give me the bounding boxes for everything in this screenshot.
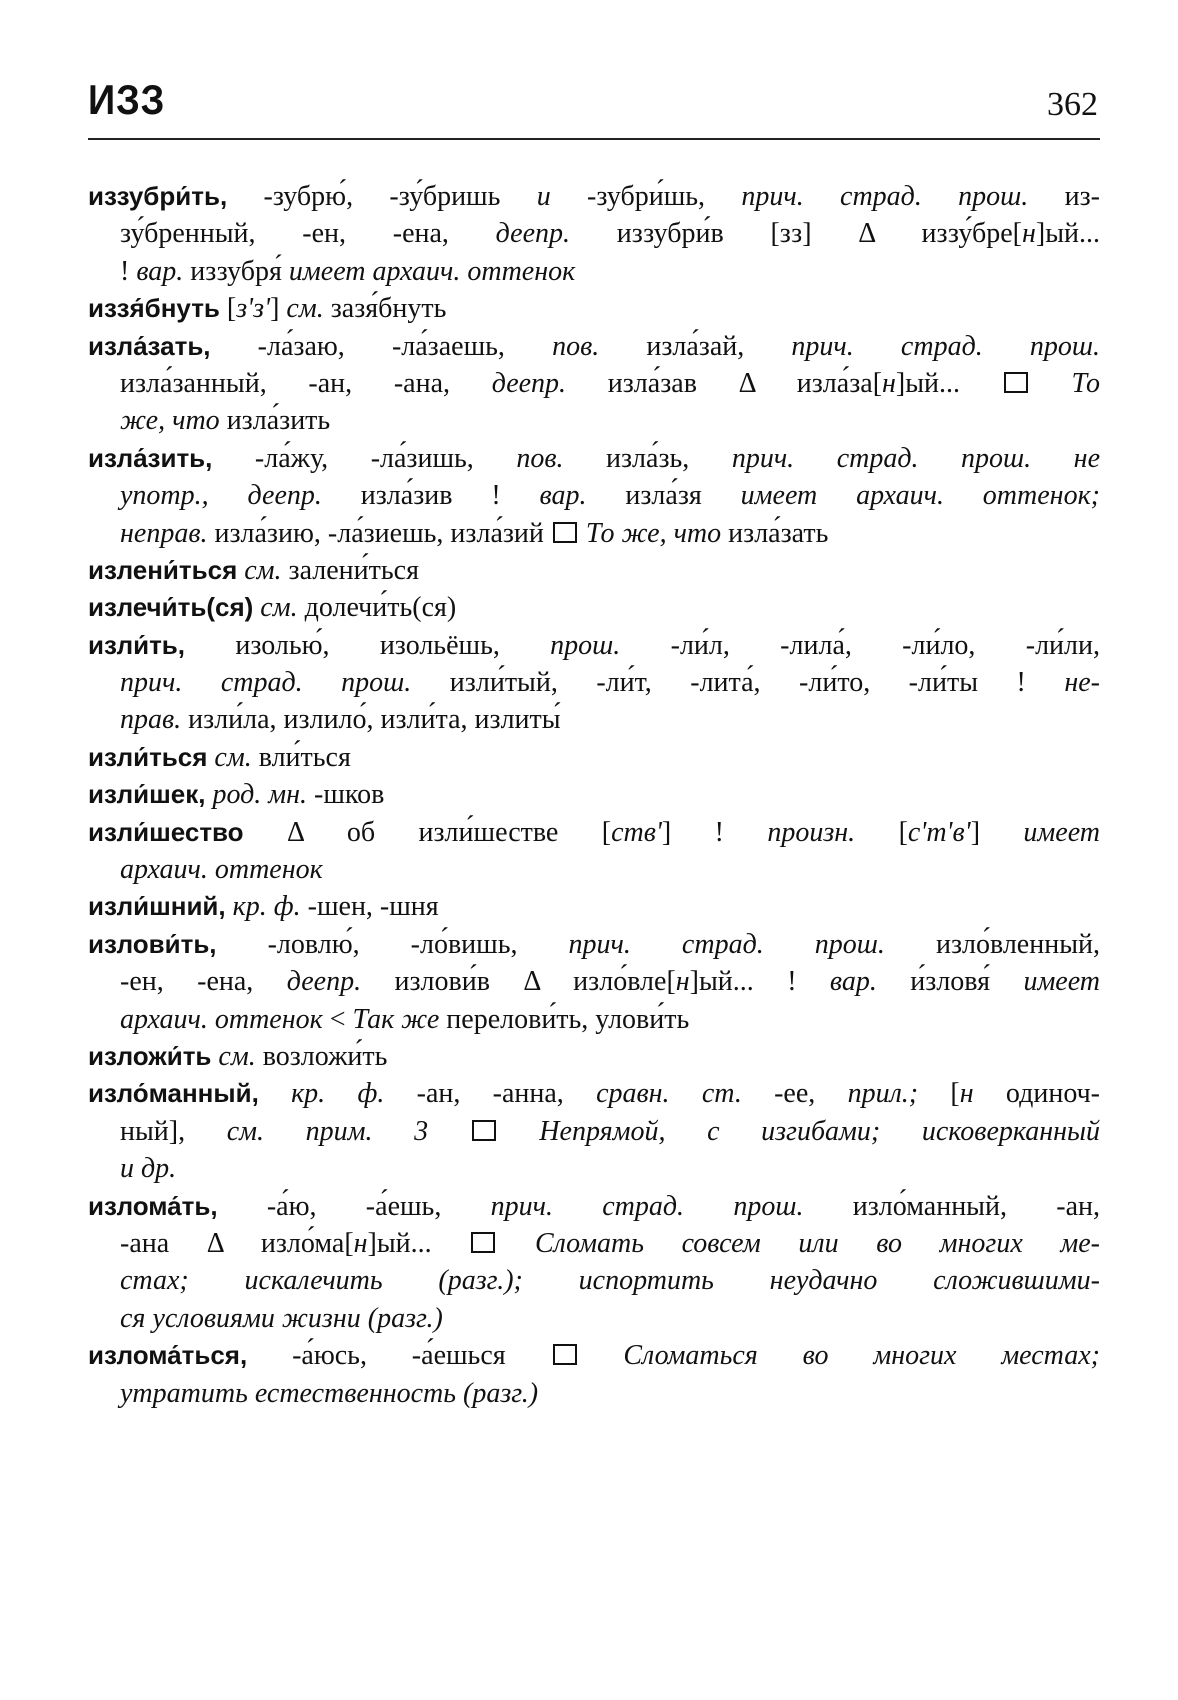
running-head: ИЗЗ [88, 76, 166, 123]
entry-line [88, 477, 1100, 514]
grammar-note: н [882, 367, 896, 399]
entry-text: -шен, -шня [300, 891, 439, 923]
entry-line [88, 440, 1100, 477]
entry-text: -ен, -ена, [120, 966, 287, 998]
headword: иззубри́ть, [88, 181, 228, 211]
entry-text: иззубри́в [зз] Δ иззу́бре[ [570, 218, 1022, 250]
grammar-note: сравн. ст. [596, 1078, 742, 1110]
grammar-note: прил.; [847, 1078, 919, 1110]
grammar-note: Так же [352, 1003, 440, 1035]
grammar-note: деепр. [495, 218, 571, 250]
grammar-note: и др. [120, 1153, 177, 1185]
entry-text: изла́зию, -ла́зиешь, изла́зий [207, 517, 551, 549]
grammar-note: см. [244, 554, 282, 586]
grammar-note: см. [214, 741, 252, 773]
grammar-note: прич. страд. прош. не [731, 442, 1101, 474]
grammar-note: прав. [120, 704, 182, 736]
entry-text: возложи́ть [255, 1040, 388, 1072]
entry-text: ]ый... [895, 367, 1002, 399]
entry-text: изла́зав Δ изла́за[ [566, 367, 883, 399]
header-rule [88, 138, 1100, 140]
grammar-note: имеет архаич. оттенок; [740, 480, 1100, 512]
definition-square-icon [1004, 372, 1028, 393]
entry-text: < [322, 1003, 353, 1035]
headword: излени́ться [88, 554, 238, 585]
definition-square-icon [553, 522, 577, 543]
entry-line [88, 664, 1100, 701]
entry-text: изла́зать [721, 517, 829, 549]
entry-line [88, 851, 1100, 888]
grammar-note: вар. [136, 255, 184, 287]
entry-line [88, 1375, 1100, 1412]
entry-text: -шков [307, 779, 385, 811]
definition-square-icon [553, 1344, 577, 1365]
dictionary-entry [88, 814, 1100, 889]
grammar-note: с'т'в' [907, 816, 971, 848]
grammar-note: см. [286, 293, 324, 325]
entry-text: излови́в Δ изло́вле[ [361, 966, 676, 998]
grammar-note: кр. ф. [232, 891, 301, 923]
entry-line [88, 1225, 1100, 1262]
entry-text: ]ый... ! [689, 966, 830, 998]
grammar-note: н [675, 966, 690, 998]
grammar-note: То же, что [578, 517, 722, 549]
entry-text: изли́ла, излило́, изли́та, излиты́ [181, 704, 561, 736]
dictionary-entry [88, 178, 1100, 290]
grammar-note: Непрямой, с изгибами; исковерканный [497, 1115, 1101, 1147]
dictionary-entry [88, 627, 1100, 739]
grammar-note: и [536, 181, 551, 212]
entry-line [88, 1300, 1100, 1337]
entry-text: иззубря́ [183, 255, 289, 287]
grammar-note: Сломаться во многих местах; [578, 1340, 1100, 1372]
grammar-note: имеет [1023, 966, 1101, 998]
dictionary-entry [88, 1075, 1100, 1187]
entry-text: зу́бренный, -ен, -ена, [120, 218, 496, 250]
grammar-note: пов. [552, 330, 600, 362]
entry-text: долечи́ть(ся) [297, 592, 457, 624]
entry-text: изла́зь, [563, 442, 732, 474]
entry-text: из- [1028, 181, 1100, 212]
grammar-note: см. [260, 592, 298, 624]
grammar-note: употр., деепр. [120, 480, 322, 512]
grammar-note: деепр. [286, 966, 362, 998]
entry-line [88, 701, 1100, 738]
dictionary-entry [88, 552, 1100, 589]
dictionary-entry [88, 776, 1100, 813]
headword: изли́шество [88, 816, 244, 847]
entry-text: -а́юсь, -а́ешься [247, 1340, 551, 1372]
grammar-note: ств' [611, 816, 662, 848]
grammar-note: имеет [1023, 816, 1100, 848]
definition-square-icon [471, 1232, 495, 1253]
entry-text: -а́ю, -а́ешь, [217, 1190, 491, 1222]
entry-text: ] [970, 816, 1024, 848]
dictionary-entry [88, 290, 1100, 327]
grammar-note: кр. ф. [291, 1078, 385, 1110]
entry-line [88, 627, 1100, 664]
grammar-note: неправ. [120, 517, 208, 549]
grammar-note: прош. [550, 629, 621, 661]
entry-line [88, 1262, 1100, 1299]
entry-text: залени́ться [281, 554, 419, 586]
entry-line [88, 1001, 1100, 1038]
entry-line [88, 814, 1100, 851]
entry-text: изла́зай, [599, 330, 792, 362]
dictionary-entry [88, 440, 1100, 552]
entry-line [88, 1113, 1100, 1150]
grammar-note: прич. страд. прош. [741, 181, 1029, 212]
entry-text: зазя́бнуть [323, 293, 447, 325]
headword: изложи́ть [88, 1040, 212, 1071]
entry-text: -зубрю́, -зу́бришь [227, 181, 537, 212]
page-header [88, 76, 1098, 138]
entry-line [88, 328, 1100, 365]
headword: изла́зить, [88, 442, 213, 473]
dictionary-entry [88, 589, 1100, 626]
grammar-note: пов. [516, 442, 564, 474]
grammar-note: прич. страд. прош. [568, 928, 885, 960]
entry-text: -ла́жу, -ла́зишь, [212, 442, 517, 474]
entry-text: [ [219, 293, 237, 325]
grammar-note: архаич. оттенок [120, 854, 323, 886]
entry-text: -зубри́шь, [550, 181, 742, 212]
entry-text: ! [120, 255, 137, 287]
grammar-note: стах; искалечить (разг.); испортить неудачно сложившими- [120, 1265, 1100, 1297]
entry-line [88, 776, 1100, 813]
grammar-note: Сломать совсем или во многих ме- [497, 1227, 1100, 1259]
headword: излечи́ть(ся) [88, 592, 254, 623]
headword: иззя́бнуть [88, 293, 220, 324]
entry-text [259, 1078, 291, 1109]
grammar-note: см. [218, 1040, 256, 1072]
entry-text: [ [855, 816, 908, 848]
entry-text: ]ый... [367, 1227, 470, 1259]
entry-text: изла́зя [586, 480, 741, 512]
definition-square-icon [472, 1120, 496, 1141]
grammar-note: прич. страд. прош. [120, 667, 412, 699]
entry-line [88, 290, 1100, 327]
entry-line [88, 253, 1100, 290]
dictionary-entry [88, 1337, 1100, 1412]
grammar-note: н [959, 1078, 974, 1110]
entry-text: изло́манный, -ан, [803, 1190, 1100, 1222]
headword: изли́шек, [88, 779, 206, 810]
entry-line [88, 178, 1100, 215]
page-number: 362 [1047, 86, 1098, 123]
grammar-note: же, что [120, 405, 220, 437]
entry-line [88, 963, 1100, 1000]
entry-text [226, 891, 233, 922]
entry-text: вли́ться [251, 741, 351, 773]
headword: излови́ть, [88, 928, 217, 959]
headword: изли́ть, [88, 629, 186, 660]
entry-line [88, 739, 1100, 776]
entry-line [88, 1038, 1100, 1075]
grammar-note: з'з' [236, 293, 271, 325]
grammar-note: не- [1064, 667, 1100, 699]
entry-line [88, 1188, 1100, 1225]
entry-text: и́зловя́ [876, 966, 1024, 998]
entry-text: ]ый... [1035, 218, 1100, 250]
entry-line [88, 926, 1100, 963]
grammar-note: утратить естественность (разг.) [120, 1377, 539, 1409]
entry-text: одиноч- [973, 1078, 1100, 1110]
entry-text: -ан, -анна, [384, 1078, 597, 1110]
dictionary-entry [88, 1038, 1100, 1075]
entry-text: -ее, [741, 1078, 848, 1110]
entry-text: изла́зить [219, 405, 331, 437]
entry-line [88, 1150, 1100, 1187]
grammar-note: вар. [539, 480, 587, 512]
entry-text: -ловлю́, -ло́вишь, [216, 928, 569, 960]
grammar-note: н [353, 1227, 368, 1259]
entry-line [88, 515, 1100, 552]
headword: излома́ться, [88, 1340, 248, 1371]
entry-text: перелови́ть, улови́ть [439, 1003, 690, 1035]
grammar-note: имеет архаич. оттенок [288, 255, 576, 287]
headword: излома́ть, [88, 1190, 218, 1221]
entry-text: изла́занный, -ан, -ана, [120, 367, 492, 399]
headword: изли́ться [88, 741, 208, 772]
entry-line [88, 888, 1100, 925]
grammar-note: ся условиями жизни (разг.) [120, 1302, 443, 1334]
dictionary-entry [88, 328, 1100, 440]
grammar-note: произн. [767, 816, 856, 848]
entry-text: [ [918, 1078, 960, 1110]
headword: изли́шний, [88, 891, 226, 922]
entry-text: изла́зив ! [321, 480, 540, 512]
entry-text: ный], [120, 1115, 227, 1147]
entry-line [88, 215, 1100, 252]
grammar-note: архаич. оттенок [120, 1003, 323, 1035]
dictionary-entry [88, 888, 1100, 925]
grammar-note: род. мн. [212, 779, 307, 811]
dictionary-entries [88, 178, 1100, 1412]
dictionary-entry [88, 1188, 1100, 1338]
grammar-note: см. прим. 3 [226, 1115, 429, 1147]
entry-text: Δ об изли́шестве [ [243, 816, 612, 848]
grammar-note: То [1029, 367, 1101, 399]
dictionary-entry [88, 739, 1100, 776]
entry-text: -ана Δ изло́ма[ [120, 1227, 354, 1259]
entry-text: изолью́, изольёшь, [185, 629, 551, 661]
entry-line [88, 365, 1100, 402]
headword: изла́зать, [88, 330, 211, 361]
entry-line [88, 402, 1100, 439]
grammar-note: деепр. [491, 367, 567, 399]
entry-text: -ли́л, -лила́, -ли́ло, -ли́ли, [620, 629, 1100, 661]
entry-line [88, 1337, 1100, 1374]
entry-line [88, 552, 1100, 589]
entry-text: изли́тый, -ли́т, -лита́, -ли́то, -ли́ты ! [411, 667, 1065, 699]
entry-text: изло́вленный, [884, 928, 1100, 960]
entry-text: ] [270, 293, 287, 325]
grammar-note: н [1021, 218, 1036, 250]
headword: изло́манный, [88, 1078, 259, 1109]
grammar-note: вар. [829, 966, 877, 998]
grammar-note: прич. страд. прош. [791, 330, 1101, 362]
entry-text [428, 1116, 470, 1147]
entry-line [88, 1075, 1100, 1112]
dictionary-entry [88, 926, 1100, 1038]
grammar-note: прич. страд. прош. [490, 1190, 804, 1222]
entry-text: ] ! [661, 816, 768, 848]
entry-line [88, 589, 1100, 626]
entry-text: -ла́заю, -ла́заешь, [210, 330, 553, 362]
